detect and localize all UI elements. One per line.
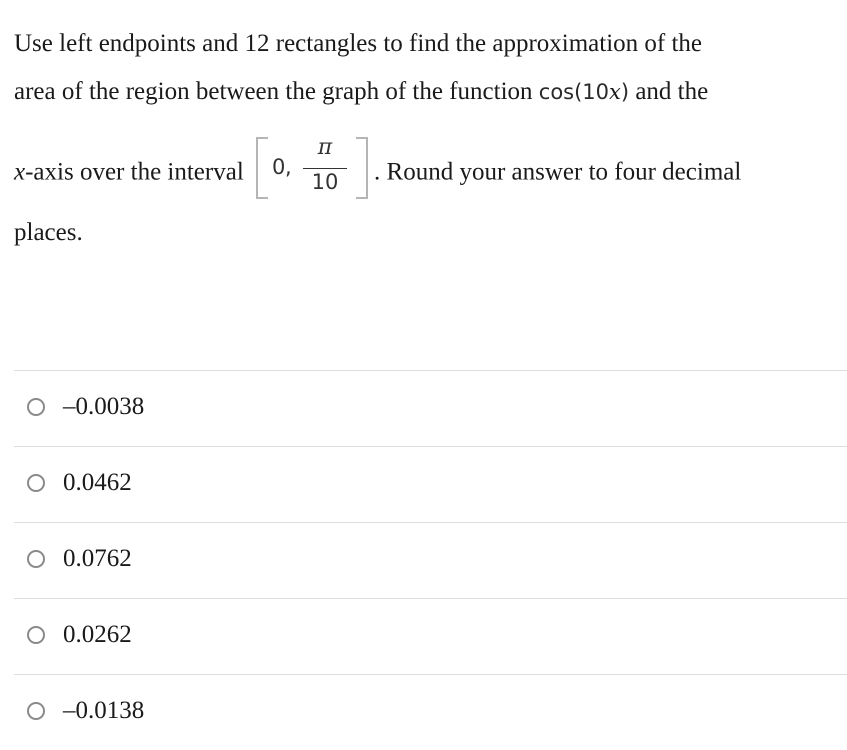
fraction-bar: [303, 168, 347, 169]
radio-button[interactable]: [27, 702, 45, 720]
interval-start: 0: [272, 155, 286, 179]
fraction-numerator: π: [317, 135, 333, 160]
right-bracket: [356, 137, 368, 199]
answer-option-label: 0.0762: [63, 545, 132, 572]
fraction-denominator: 10: [311, 170, 339, 194]
question-line-3-text: -axis over the interval: [25, 158, 244, 186]
question-line-4: places.: [14, 219, 83, 246]
answer-options: [14, 370, 847, 750]
function-prefix: cos(10: [538, 80, 610, 104]
function-variable: x: [609, 80, 621, 104]
function-suffix: ): [620, 80, 630, 104]
radio-button[interactable]: [27, 398, 45, 416]
function-expression: [539, 78, 629, 105]
x-variable: x: [14, 158, 26, 186]
answer-option-label: –0.0038: [63, 393, 145, 420]
answer-option[interactable]: [14, 370, 847, 446]
question-line-3: [14, 135, 742, 205]
answer-option[interactable]: [14, 522, 847, 598]
interval-comma: ,: [285, 155, 292, 179]
answer-option[interactable]: [14, 598, 847, 674]
question-line-2-end: and the: [635, 78, 709, 105]
answer-option-label: 0.0262: [63, 621, 132, 648]
answer-option-label: –0.0138: [63, 697, 145, 724]
answer-option[interactable]: [14, 446, 847, 522]
interval-expression: [254, 137, 372, 199]
answer-option-label: 0.0462: [63, 469, 132, 496]
question-line-2: [14, 78, 708, 106]
answer-option[interactable]: [14, 674, 847, 750]
question-line-3-end: . Round your answer to four decimal: [374, 158, 742, 186]
radio-button[interactable]: [27, 626, 45, 644]
left-bracket: [256, 137, 268, 199]
radio-button[interactable]: [27, 474, 45, 492]
question-line-2-text: area of the region between the graph of the function: [14, 78, 533, 105]
radio-button[interactable]: [27, 550, 45, 568]
question-line-1: Use left endpoints and 12 rectangles to find the approximation of the: [14, 30, 703, 57]
